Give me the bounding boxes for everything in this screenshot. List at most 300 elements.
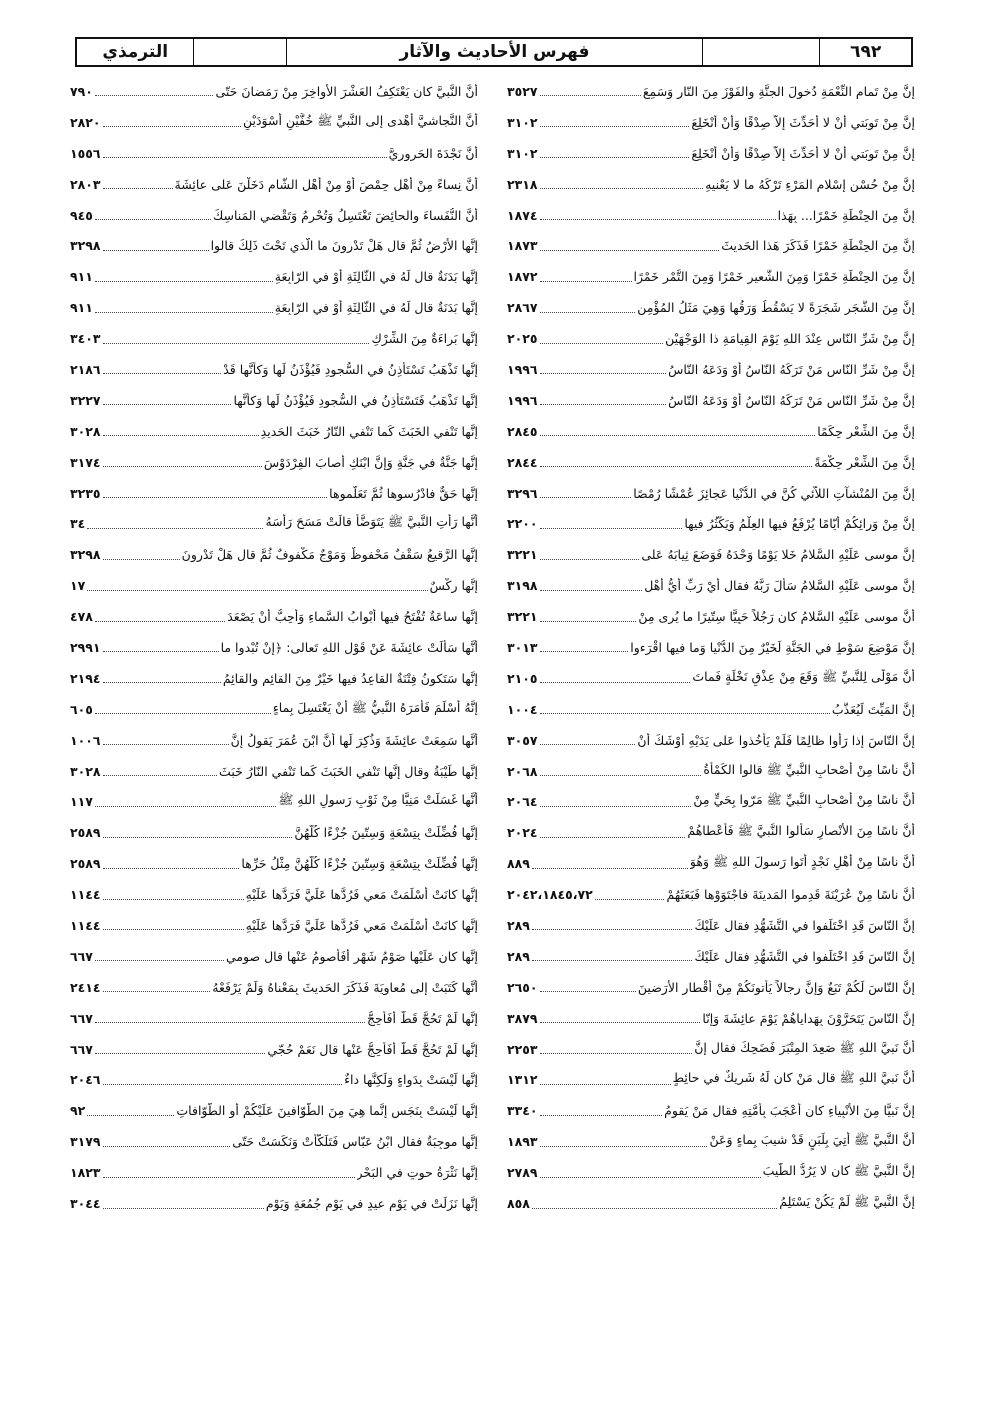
index-entry — [70, 570, 478, 601]
index-entry — [507, 292, 915, 323]
dot-leader — [540, 403, 667, 405]
index-entry — [70, 1157, 478, 1188]
hadith-text: أنَّ ناسًا مِنَ الأنْصارِ سَألوا النَّبيَّ ﷺ فَأعْطاهُمْ — [687, 823, 915, 839]
hadith-text: أنَّها غَسَلَتْ مَنِيًّا مِنْ ثَوْبِ رَسولِ اللهِ ﷺ — [278, 792, 478, 808]
left-column — [70, 76, 478, 1286]
index-entry — [507, 694, 915, 725]
hadith-text: أنَّ النَّبيَّ ﷺ أُتِيَ بِلَبَنٍ قَدْ شيبَ بِماءٍ وَعَنْ — [709, 1132, 915, 1148]
index-entry — [507, 1003, 915, 1034]
dot-leader — [103, 990, 211, 992]
index-entry — [507, 508, 915, 539]
dot-leader — [540, 311, 636, 313]
dot-leader — [103, 1207, 264, 1209]
hadith-text: إنَّ النّاسَ إذا رَأَوا ظالِمًا فَلَمْ يَأْخُذوا عَلى يَدَيْهِ أوْشَكَ أنْ — [637, 732, 915, 748]
hadith-number: ٩٢ — [70, 1103, 86, 1119]
hadith-number: ٢٧٨٩ — [507, 1165, 538, 1181]
hadith-text: إنَّ مِنْ وَرائِكُمْ أيّامًا يُرْفَعُ فيها العِلْمُ وَيَكْثُرُ فيها — [684, 516, 915, 532]
index-entry — [507, 848, 915, 879]
hadith-text: إنَّها لَمْ تَحُجَّ قَطُّ أفَأُحِجُّ — [366, 1010, 478, 1026]
hadith-number: ٩٤٥ — [70, 207, 93, 223]
hadith-number: ١٨٧٤ — [507, 207, 538, 223]
dot-leader — [87, 589, 427, 591]
index-entry — [507, 1126, 915, 1157]
hadith-number: ٣٢٢١ — [507, 547, 538, 563]
dot-leader — [540, 218, 776, 220]
index-entry — [70, 663, 478, 694]
hadith-number: ٢٨٤٥ — [507, 423, 538, 439]
hadith-text: إنَّها بَدَنَةٌ قال لَهُ في الثّالِثَةِ أوْ في الرّابِعَةِ — [274, 269, 478, 285]
hadith-number: ٢٢٥٣ — [507, 1041, 538, 1057]
hadith-text: إنَّ موسى عَلَيْهِ السَّلامُ خَلا يَوْمًا وَحْدَهُ فَوَضَعَ ثِيابَهُ عَلى — [641, 547, 915, 563]
hadith-number: ٦٦٧ — [70, 1041, 93, 1057]
index-entry — [507, 169, 915, 200]
hadith-text: إنَّها لَيْسَتْ بِدَواءٍ وَلَكِنَّها داءٌ — [344, 1072, 478, 1088]
index-entry — [70, 879, 478, 910]
hadith-text: إنَّ النّاسَ يَتَحَرَّوْنَ بِهَداياهُمْ يَوْمَ عائِشَةَ وَإنّا — [702, 1010, 915, 1026]
hadith-text: إنَّها كان عَلَيْها صَوْمُ شَهْرٍ أفَأَصومُ عَنْها قال صومي — [225, 948, 478, 964]
index-entry — [507, 354, 915, 385]
hadith-number: ٦٦٧ — [70, 948, 93, 964]
dot-leader — [532, 959, 693, 961]
index-entry — [70, 1003, 478, 1034]
hadith-number: ٢٨٠٣ — [70, 176, 101, 192]
dot-leader — [540, 1114, 663, 1116]
hadith-text: إنَّ مِنَ الشَّجَرِ شَجَرَةً لا يَسْقُطُ وَرَقُها وَهِيَ مَثَلُ المُؤْمِنِ — [637, 300, 915, 316]
index-entry — [507, 632, 915, 663]
index-entry — [507, 200, 915, 231]
hadith-text: إنَّ مِنَ المُنْشآتِ اللاّئي كُنَّ في الدُّنْيا عَجائِزَ عُمْشًا رُمْصًا — [633, 485, 915, 501]
hadith-text: أنَّ ناسًا مِنْ أصْحابِ النَّبيِّ ﷺ مَرّوا بِحَيٍّ مِنْ — [693, 792, 915, 808]
hadith-number: ٣٠٢٨ — [70, 763, 101, 779]
index-entry — [507, 76, 915, 107]
hadith-number: ٢٤١٤ — [70, 979, 101, 995]
dot-leader — [103, 496, 328, 498]
hadith-number: ٣١٩٨ — [507, 578, 538, 594]
hadith-number: ١٠٠٤ — [507, 701, 538, 717]
dot-leader — [532, 867, 688, 869]
index-entry — [70, 138, 478, 169]
hadith-number: ٣١٠٢ — [507, 114, 538, 130]
hadith-text: إنَّها نَزَلَتْ في يَوْمِ عيدٍ في يَوْمِ جُمُعَةٍ وَيَوْمِ — [265, 1196, 478, 1211]
hadith-text: إنَّ النّاسَ قَدِ اخْتَلَفوا في التَّشَهُّدِ فقال عَلَيْكَ — [694, 917, 915, 933]
book-name: الترمذي — [102, 42, 169, 62]
hadith-text: إنَّ مِنْ شَرِّ النّاسِ مَنْ تَرَكَهُ النّاسُ أوْ وَدَعَهُ النّاسُ — [668, 361, 915, 377]
index-entry — [70, 1034, 478, 1065]
dot-leader — [103, 836, 293, 838]
dot-leader — [540, 1083, 671, 1085]
hadith-text: إنَّها لَيْسَتْ بِنَجَسٍ إنَّما هِيَ مِنَ الطَّوّافينَ عَلَيْكُمْ أوِ الطَّوّافاتِ — [176, 1103, 478, 1119]
hadith-text: إنَّ مِنْ تَمامِ النِّعْمَةِ دُخولَ الجنَّةِ والفَوْزَ مِنَ النّارِ وَسَمِعَ — [642, 83, 915, 99]
dot-leader — [103, 681, 221, 683]
dot-leader — [103, 187, 173, 189]
dot-leader — [103, 898, 244, 900]
hadith-text: إنَّها الأرْضُ ثُمَّ قال هَلْ تَدْرونَ ما الَّذي تَحْتَ ذَلِكَ قالوا — [210, 238, 478, 254]
hadith-text: أنَّ ناسًا مِنْ عُرَيْنَةَ قَدِموا المَدينَةَ فاجْتَوَوْها فَبَعَثَهُمْ — [666, 887, 915, 903]
dot-leader — [95, 620, 225, 622]
right-column — [507, 76, 915, 1286]
hadith-number: ٢٠٦٨ — [507, 763, 538, 779]
dot-leader — [540, 434, 816, 436]
hadith-number: ٢٢٠٠ — [507, 516, 538, 532]
dot-leader — [532, 1207, 777, 1209]
hadith-text: إنَّها بَراءَةٌ مِنَ الشِّرْكِ — [371, 331, 478, 347]
dot-leader — [103, 403, 232, 405]
dot-leader — [540, 94, 641, 96]
hadith-number: ٢٨٦٧ — [507, 300, 538, 316]
hadith-number: ٣٠٥٧ — [507, 732, 538, 748]
hadith-text: إنَّها الرَّقيعُ سَقْفٌ مَحْفوظٌ وَمَوْجٌ مَكْفوفٌ ثُمَّ قال هَلْ تَدْرونَ — [181, 547, 478, 563]
index-entry — [70, 200, 478, 231]
hadith-number: ١٥٥٦ — [70, 145, 101, 161]
index-entry — [507, 786, 915, 817]
hadith-number: ٢٨٢٠ — [70, 114, 101, 130]
dot-leader — [595, 898, 665, 900]
index-entry — [70, 385, 478, 416]
index-entry — [70, 725, 478, 756]
index-entry — [70, 230, 478, 261]
dot-leader — [103, 743, 229, 745]
index-entry — [70, 972, 478, 1003]
hadith-number: ٢٩٩١ — [70, 639, 101, 655]
hadith-number: ١٠٠٦ — [70, 732, 101, 748]
index-entry — [507, 1188, 915, 1219]
hadith-text: إنَّ المَيِّتَ لَيُعَذَّبُ — [831, 701, 915, 717]
dot-leader — [103, 928, 244, 930]
hadith-text: أنَّ موسى عَلَيْهِ السَّلامُ كان رَجُلاً حَيِيًّا سِتّيرًا ما يُرى مِنْ — [638, 609, 915, 625]
dot-leader — [540, 836, 686, 838]
hadith-text: إنَّ مِنْ تَوبَتي أنْ لا أُحَدِّثَ إلاّ صِدْقًا وَأنْ أنْخَلِعَ — [691, 114, 915, 130]
hadith-number: ٢٠٦٤ — [507, 794, 538, 810]
hadith-text: إنَّ مِنَ الحِنْطَةِ خَمْرًا وَمِنَ الشَّعيرِ خَمْرًا وَمِنَ التَّمْرِ خَمْرًا — [633, 269, 915, 285]
index-entry — [507, 478, 915, 509]
hadith-text: إنَّ مِنَ الشِّعْرِ حِكَمًا — [817, 423, 915, 439]
dot-leader — [103, 558, 180, 560]
index-entry — [70, 107, 478, 138]
dot-leader — [540, 990, 636, 992]
hadith-text: إنَّها لَمْ تَحُجَّ قَطُّ أفَأُحِجُّ عَنْها قال نَعَمْ حُجّي — [267, 1041, 478, 1057]
index-entry — [507, 1065, 915, 1096]
index-entry — [507, 941, 915, 972]
dot-leader — [95, 1052, 265, 1054]
hadith-text: إنَّها كانَتْ أسْلَمَتْ مَعي فَرُدَّها عَلَيَّ فَرَدَّها عَلَيْهِ — [245, 887, 478, 903]
hadith-text: أنَّ النَّبيَّ كان يَعْتَكِفُ العَشْرَ الأواخِرَ مِنْ رَمَضانَ حَتّى — [215, 83, 478, 99]
index-entry — [507, 879, 915, 910]
hadith-number: ٢٥٨٩ — [70, 825, 101, 841]
dot-leader — [95, 1021, 365, 1023]
hadith-number: ١١٧ — [70, 794, 93, 810]
page-header — [75, 37, 913, 67]
index-entry — [70, 694, 478, 725]
hadith-text: أنَّ النَّجاشيَّ أهْدى إلى النَّبيِّ ﷺ خُفَّيْنِ أسْوَدَيْنِ — [242, 112, 478, 128]
hadith-text: إنَّ مِنَ الحِنْطَةِ خَمْرًا فَذَكَرَ هَذا الحَديثَ — [721, 238, 915, 254]
hadith-number: ١١٤٤ — [70, 887, 101, 903]
hadith-text: إنَّها كانَتْ أسْلَمَتْ مَعي فَرُدَّها عَلَيَّ فَرَدَّها عَلَيْهِ — [245, 917, 478, 933]
index-entry — [507, 725, 915, 756]
hadith-text: أنَّ ناسًا مِنْ أصْحابِ النَّبيِّ ﷺ قالوا الكَمْأةُ — [703, 761, 915, 777]
hadith-text: إنَّ النّاسَ لَكُمْ تَبَعٌ وَإنَّ رِجالاً يَأْتونَكُمْ مِنْ أقْطارِ الأرَضينَ — [637, 979, 915, 995]
index-entry — [70, 941, 478, 972]
index-entry — [70, 1188, 478, 1219]
hadith-text: أنَّها رَأتِ النَّبيَّ ﷺ يَتَوَضَّأُ قالَتْ مَسَحَ رَأسَهُ — [265, 514, 478, 530]
index-entry — [70, 292, 478, 323]
dot-leader — [540, 774, 702, 776]
dot-leader — [540, 681, 691, 683]
page-title: فهرس الأحاديث والآثار — [286, 39, 702, 65]
hadith-text: أنَّ نَبيَّ اللهِ ﷺ صَعِدَ المِنْبَرَ فَضَحِكَ فقال إنَّ — [694, 1039, 915, 1055]
hadith-text: أنَّ نَجْدَةَ الحَروريَّ — [388, 145, 478, 161]
dot-leader — [103, 867, 240, 869]
hadith-number: ٣٨٧٩ — [507, 1010, 538, 1026]
hadith-text: إنَّها فُضِّلَتْ بِتِسْعَةٍ وَسِتّينَ جُزْءًا كُلُّهُنَّ مِثْلُ حَرِّها — [241, 856, 478, 872]
index-entry — [507, 570, 915, 601]
index-entry — [507, 539, 915, 570]
dot-leader — [103, 434, 259, 436]
dot-leader — [540, 342, 664, 344]
index-entry — [70, 169, 478, 200]
hadith-text: أنَّ النُّفَساءَ والحائِضَ تَغْتَسِلُ وَتُحْرِمُ وَتَقْضي المَناسِكَ — [212, 207, 478, 223]
hadith-text: أنَّ نَبيَّ اللهِ ﷺ قال مَنْ كان لَهُ شَريكٌ في حائِطٍ — [672, 1070, 915, 1086]
hadith-number: ٨٨٩ — [507, 856, 530, 872]
dot-leader — [540, 187, 704, 189]
hadith-number: ٢٠٤٦ — [70, 1072, 101, 1088]
hadith-text: أنَّ نِساءً مِنْ أهْلِ حِمْصَ أوْ مِنْ أهْلِ الشّامِ دَخَلْنَ عَلى عائِشَةَ — [174, 176, 478, 192]
hadith-number: ٣٢٢٧ — [70, 392, 101, 408]
hadith-number: ١١٤٤ — [70, 917, 101, 933]
dot-leader — [540, 156, 690, 158]
hadith-number: ٣٤ — [70, 516, 86, 532]
hadith-number: ٢٠٢٥ — [507, 331, 538, 347]
hadith-number: ٣١٧٤ — [70, 454, 101, 470]
index-entry — [507, 261, 915, 292]
hadith-text: إنَّ مِنْ تَوبَتي أنْ لا أُحَدِّثَ إلاّ صِدْقًا وَأنْ أنْخَلِعَ — [691, 145, 915, 161]
index-entry — [507, 230, 915, 261]
dot-leader — [540, 589, 643, 591]
hadith-text: أنَّها كَتَبَتْ إلى مُعاوِيَةَ فَذَكَرَ الحَديثَ بِمَعْناهُ وَلَمْ يَرْفَعْهُ — [212, 979, 478, 995]
hadith-number: ٢٨٩ — [507, 948, 530, 964]
index-entry — [70, 1126, 478, 1157]
hadith-text: إنَّها نَثْرَةُ حوتٍ في البَحْرِ — [356, 1165, 478, 1181]
index-entry — [507, 416, 915, 447]
hadith-text: إنَّ مِنْ شَرِّ النّاسِ مَنْ تَرَكَهُ النّاسُ أوْ وَدَعَهُ النّاسُ — [668, 392, 915, 408]
dot-leader — [103, 774, 218, 776]
hadith-number: ٣٤٠٣ — [70, 331, 101, 347]
hadith-number: ١٣١٢ — [507, 1072, 538, 1088]
dot-leader — [540, 249, 720, 251]
dot-leader — [95, 218, 211, 220]
hadith-number: ٣٢٩٨ — [70, 547, 101, 563]
hadith-number: ٢٠٤٢،١٨٤٥،٧٢ — [507, 887, 593, 903]
index-entry — [70, 323, 478, 354]
dot-leader — [540, 280, 632, 282]
dot-leader — [540, 620, 637, 622]
hadith-number: ٣٠١٣ — [507, 639, 538, 655]
hadith-number: ٤٧٨ — [70, 609, 93, 625]
index-entry — [507, 385, 915, 416]
hadith-number: ٣٠٢٨ — [70, 423, 101, 439]
hadith-number: ١٧ — [70, 578, 86, 594]
hadith-number: ٢٨٩ — [507, 917, 530, 933]
hadith-text: إنَّ النَّبيَّ ﷺ كان لا يَرُدُّ الطّيبَ — [762, 1163, 915, 1179]
hadith-number: ٦٠٥ — [70, 701, 93, 717]
hadith-number: ٢٠٢٤ — [507, 825, 538, 841]
index-entry — [70, 76, 478, 107]
dot-leader — [540, 712, 830, 714]
index-entry — [70, 508, 478, 539]
dot-leader — [103, 249, 209, 251]
dot-leader — [95, 280, 273, 282]
hadith-text: إنَّها حَقٌّ فادْرُسوها ثُمَّ تَعَلَّموها — [329, 485, 478, 501]
hadith-number: ٢٦٥٠ — [507, 979, 538, 995]
hadith-text: أنَّ ناسًا مِنْ أهْلِ نَجْدٍ أتَوا رَسولَ اللهِ ﷺ وَهُوَ — [689, 854, 915, 870]
dot-leader — [540, 1176, 761, 1178]
hadith-number: ١٨٢٣ — [70, 1165, 101, 1181]
dot-leader — [540, 743, 636, 745]
dot-leader — [103, 342, 370, 344]
dot-leader — [95, 805, 276, 807]
dot-leader — [540, 805, 692, 807]
hadith-text: إنَّها بَدَنَةٌ قال لَهُ في الثّالِثَةِ أوْ في الرّابِعَةِ — [274, 300, 478, 316]
hadith-text: أنَّها سَمِعَتْ عائِشَةَ وَذُكِرَ لَها أنَّ ابْنَ عُمَرَ يَقولُ إنَّ — [230, 732, 478, 748]
dot-leader — [540, 372, 667, 374]
dot-leader — [103, 650, 219, 652]
dot-leader — [87, 527, 263, 529]
dot-leader — [103, 125, 241, 127]
dot-leader — [540, 1021, 701, 1023]
hadith-number: ٣٠٤٤ — [70, 1196, 101, 1211]
hadith-number: ٣٥٢٧ — [507, 83, 538, 99]
hadith-text: أنَّها سَألَتْ عائِشَةَ عَنْ قَوْلِ اللهِ تَعالى: ﴿إنْ تُبْدوا ما — [220, 639, 478, 655]
index-columns — [70, 76, 915, 1286]
index-entry — [507, 601, 915, 632]
index-entry — [507, 1034, 915, 1065]
index-entry — [70, 416, 478, 447]
index-entry — [507, 663, 915, 694]
hadith-text: إنَّ نَبيًّا مِنَ الأنْبِياءِ كان أعْجَبَ بِأُمَّتِهِ فقال مَنْ يَقومُ — [664, 1103, 915, 1119]
index-entry — [70, 1095, 478, 1126]
hadith-number: ٢١٩٤ — [70, 670, 101, 686]
hadith-number: ٦٦٧ — [70, 1010, 93, 1026]
dot-leader — [103, 1176, 355, 1178]
dot-leader — [540, 465, 813, 467]
index-entry — [70, 632, 478, 663]
hadith-text: إنَّها تَذْهَبُ تَسْتَأْذِنُ في السُّجودِ فَيُؤْذَنُ لَها وَكأنَّها قَدْ — [223, 361, 478, 377]
index-entry — [70, 261, 478, 292]
index-entry — [507, 1157, 915, 1188]
index-entry — [70, 756, 478, 787]
dot-leader — [532, 928, 693, 930]
hadith-text: إنَّها سَتَكونُ فِتْنَةٌ القاعِدُ فيها خَيْرٌ مِنَ القائِمِ والقائِمُ — [222, 670, 478, 686]
page-number: ٦٩٢ — [819, 39, 911, 65]
dot-leader — [540, 1052, 693, 1054]
dot-leader — [95, 959, 224, 961]
hadith-text: إنَّها جَنَّةٌ في جَنَّةٍ وَإنَّ ابْنَكِ أصابَ الفِرْدَوْسَ — [263, 454, 478, 470]
dot-leader — [103, 372, 222, 374]
hadith-text: إنَّ مِنْ شَرِّ النّاسِ عِنْدَ اللهِ يَوْمَ القِيامَةِ ذا الوَجْهَيْنِ — [665, 331, 915, 347]
hadith-text: إنَّها موجِبَةٌ فقال ابْنُ عَبّاسٍ فَتَلَكَّأتْ وَنَكَسَتْ حَتّى — [232, 1134, 478, 1150]
index-entry — [70, 478, 478, 509]
hadith-number: ٨٥٨ — [507, 1196, 530, 1211]
hadith-number: ١٩٩٦ — [507, 392, 538, 408]
hadith-text: إنَّها رِكْسٌ — [429, 578, 478, 594]
index-entry — [70, 817, 478, 848]
hadith-text: إنَّ موسى عَلَيْهِ السَّلامُ سَألَ رَبَّهُ فقال أيْ رَبِّ أيُّ أهْلِ — [644, 578, 915, 594]
index-entry — [507, 756, 915, 787]
dot-leader — [540, 496, 632, 498]
hadith-text: إنَّهُ أسْلَمَ فَأمَرَهُ النَّبيُّ ﷺ أنْ يَغْتَسِلَ بِماءٍ — [272, 699, 478, 715]
dot-leader — [540, 1145, 708, 1147]
index-entry — [70, 447, 478, 478]
hadith-number: ١٩٩٦ — [507, 361, 538, 377]
hadith-number: ١٨٧٢ — [507, 269, 538, 285]
index-entry — [507, 817, 915, 848]
dot-leader — [103, 465, 262, 467]
hadith-text: إنَّها تَنْفي الخَبَثَ كَما تَنْفي النّارُ خَبَثَ الحَديدِ — [260, 423, 478, 439]
hadith-text: إنَّها طَيْبَةُ وقال إنَّها تَنْفي الخَبَثَ كَما تَنْفي النّارُ خَبَثَ — [219, 763, 478, 779]
hadith-text: إنَّ النَّبيَّ ﷺ لَمْ يَكُنْ يَسْتَلِمُ — [779, 1194, 915, 1209]
dot-leader — [540, 125, 690, 127]
dot-leader — [103, 156, 387, 158]
hadith-number: ١٨٩٣ — [507, 1134, 538, 1150]
index-entry — [70, 1065, 478, 1096]
index-entry — [70, 601, 478, 632]
header-spacer-left — [193, 39, 286, 65]
dot-leader — [540, 527, 683, 529]
hadith-number: ٣٢٢١ — [507, 609, 538, 625]
hadith-number: ٧٩٠ — [70, 83, 93, 99]
hadith-number: ٢١٠٥ — [507, 670, 538, 686]
dot-leader — [540, 558, 640, 560]
hadith-text: إنَّ مِنْ حُسْنِ إسْلامِ المَرْءِ تَرْكَهُ ما لا يَعْنيهِ — [705, 176, 915, 192]
hadith-number: ٢٣١٨ — [507, 176, 538, 192]
hadith-text: إنَّ مِنَ الحِنْطَةِ خَمْرًا... بِهَذا — [777, 207, 915, 223]
hadith-number: ٩١١ — [70, 300, 93, 316]
hadith-number: ٣٢٩٦ — [507, 485, 538, 501]
index-entry — [70, 786, 478, 817]
index-entry — [507, 138, 915, 169]
hadith-text: إنَّ النّاسَ قَدِ اخْتَلَفوا في التَّشَهُّدِ فقال عَلَيْكَ — [694, 948, 915, 964]
hadith-text: إنَّها ساعَةٌ تُفْتَحُ فيها أبْوابُ السَّماءِ وَأُحِبُّ أنْ يَصْعَدَ — [227, 609, 478, 625]
dot-leader — [95, 712, 271, 714]
hadith-text: أنَّ مَوْلًى لِلنَّبيِّ ﷺ وَقَعَ مِنْ عِذْقِ نَخْلَةٍ فَماتَ — [692, 668, 915, 684]
index-entry — [70, 910, 478, 941]
hadith-number: ٢٥٨٩ — [70, 856, 101, 872]
dot-leader — [95, 94, 214, 96]
dot-leader — [87, 1114, 174, 1116]
hadith-number: ٢١٨٦ — [70, 361, 101, 377]
hadith-number: ٣٣٤٠ — [507, 1103, 538, 1119]
dot-leader — [103, 1083, 343, 1085]
index-entry — [70, 354, 478, 385]
header-spacer-right — [702, 39, 819, 65]
index-entry — [507, 972, 915, 1003]
dot-leader — [103, 1145, 231, 1147]
index-entry — [70, 539, 478, 570]
index-entry — [70, 848, 478, 879]
dot-leader — [95, 311, 273, 313]
index-entry — [507, 1095, 915, 1126]
hadith-text: إنَّها فُضِّلَتْ بِتِسْعَةٍ وَسِتّينَ جُزْءًا كُلُّهُنَّ — [294, 825, 478, 841]
hadith-number: ٣١٠٢ — [507, 145, 538, 161]
hadith-text: إنَّ مِنَ الشِّعْرِ حِكْمَةً — [814, 454, 915, 470]
hadith-text: إنَّها تَذْهَبُ فَتَسْتَأْذِنُ في السُّجودِ فَيُؤْذَنُ لَها وَكأنَّها — [233, 392, 478, 408]
hadith-number: ٣١٧٩ — [70, 1134, 101, 1150]
index-entry — [507, 323, 915, 354]
hadith-number: ٢٨٤٤ — [507, 454, 538, 470]
index-entry — [507, 107, 915, 138]
hadith-text: إنَّ مَوْضِعَ سَوْطٍ في الجَنَّةِ لَخَيْرٌ مِنَ الدُّنْيا وَما فيها اقْرَءوا — [630, 639, 915, 655]
index-entry — [507, 447, 915, 478]
dot-leader — [540, 650, 629, 652]
